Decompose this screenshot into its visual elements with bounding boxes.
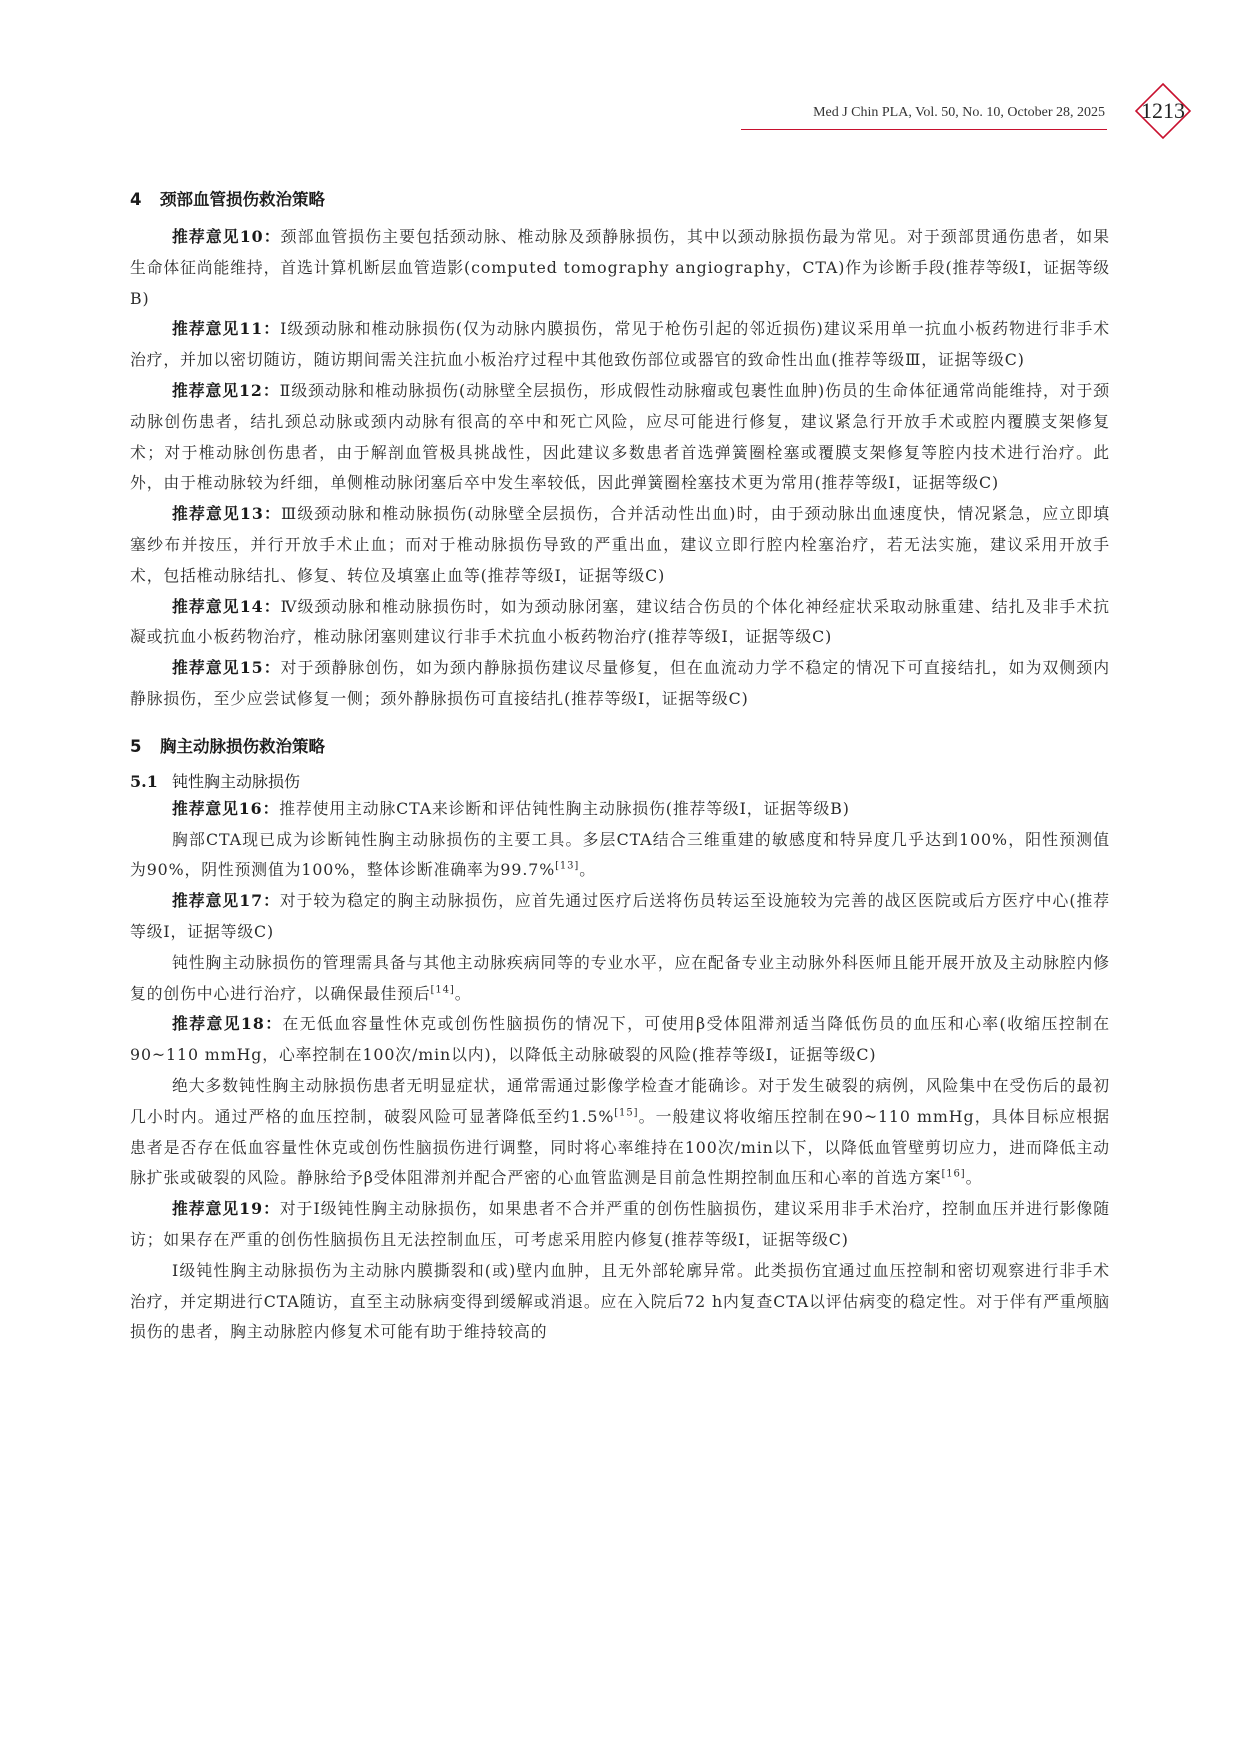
paragraph-text: Ⅲ级颈动脉和椎动脉损伤(动脉壁全层损伤，合并活动性出血)时，由于颈动脉出血速度快，情况紧急，应立即填塞纱布并按压，并行开放手术止血；而对于椎动脉损伤导致的严重出血，建议立即行腔内栓塞治疗，若无法实施，建议采用开放手术，包括椎动脉结扎、修复、转位及填塞止血等(推荐等级Ⅰ，证据等级C) <box>130 504 1110 585</box>
section-title: 颈部血管损伤救治策略 <box>160 190 325 209</box>
recommendation-label: 推荐意见10： <box>172 227 281 246</box>
paragraph-text: Ⅳ级颈动脉和椎动脉损伤时，如为颈动脉闭塞，建议结合伤员的个体化神经症状采取动脉重建、结扎及非手术抗凝或抗血小板药物治疗，椎动脉闭塞则建议行非手术抗血小板药物治疗(推荐等级Ⅰ，证据等级C) <box>130 596 1110 647</box>
recommendation-label: 推荐意见17： <box>172 891 280 911</box>
paragraph-text: 对于较为稳定的胸主动脉损伤，应首先通过医疗后送将伤员转运至设施较为完善的战区医院或后方医疗中心(推荐等级Ⅰ，证据等级C) <box>130 891 1110 941</box>
section-number: 4 <box>130 190 142 209</box>
paragraph-text: 对于颈静脉创伤，如为颈内静脉损伤建议尽量修复，但在血流动力学不稳定的情况下可直接结扎，如为双侧颈内静脉损伤，至少应尝试修复一侧；颈外静脉损伤可直接结扎(推荐等级Ⅰ，证据等级C) <box>130 658 1110 708</box>
paragraph-tail: 。 <box>965 1168 983 1188</box>
recommendation-label: 推荐意见15： <box>172 658 281 678</box>
recommendation-label: 推荐意见12： <box>172 380 280 400</box>
paragraph-text: Ⅰ级颈动脉和椎动脉损伤(仅为动脉内膜损伤，常见于枪伤引起的邻近损伤)建议采用单一抗血小板药物进行非手术治疗，并加以密切随访，随访期间需关注抗血小板治疗过程中其他致伤部位或器官的致命性出血(推荐等级Ⅲ，证据等级C) <box>130 319 1110 370</box>
paragraph-text: 胸部CTA现已成为诊断钝性胸主动脉损伤的主要工具。多层CTA结合三维重建的敏感度和特异度几乎达到100%，阳性预测值为90%，阴性预测值为100%，整体诊断准确率为99.7% <box>130 829 1110 880</box>
recommendation-label: 推荐意见13： <box>172 504 281 524</box>
paragraph <box>130 948 1110 1010</box>
paragraph <box>130 376 1110 499</box>
recommendation-label: 推荐意见11： <box>172 319 281 339</box>
section-number: 5 <box>130 736 142 756</box>
section-heading <box>130 733 1110 757</box>
recommendation-label: 推荐意见19： <box>172 1199 280 1219</box>
citation-ref: [15] <box>614 1107 639 1119</box>
citation-ref: [13] <box>555 861 580 873</box>
paragraph <box>130 314 1110 376</box>
paragraph-text: 对于Ⅰ级钝性胸主动脉损伤，如果患者不合并严重的创伤性脑损伤，建议采用非手术治疗，控制血压并进行影像随访；如果存在严重的创伤性脑损伤且无法控制血压，可考虑采用腔内修复(推荐等级Ⅰ，证据等级C) <box>130 1199 1110 1249</box>
paragraph <box>130 825 1110 887</box>
header-rule <box>741 129 1107 130</box>
paragraph <box>130 499 1110 591</box>
paragraph-text: Ⅰ级钝性胸主动脉损伤为主动脉内膜撕裂和(或)壁内血肿，且无外部轮廓异常。此类损伤宜通过血压控制和密切观察进行非手术治疗，并定期进行CTA随访，直至主动脉病变得到缓解或消退。应在入院后72 h内复查CTA以评估病变的稳定性。对于伴有严重颅脑损伤的患者，胸主动脉腔内修复术可能有助于维持较高的 <box>130 1260 1110 1342</box>
recommendation-label: 推荐意见18： <box>172 1014 283 1034</box>
paragraph <box>130 1009 1110 1071</box>
paragraph <box>130 1256 1110 1348</box>
subsection-heading <box>130 769 1110 792</box>
section-heading <box>130 186 1110 210</box>
paragraph-text: Ⅱ级颈动脉和椎动脉损伤(动脉壁全层损伤，形成假性动脉瘤或包裹性血肿)伤员的生命体征通常尚能维持，对于颈动脉创伤患者，结扎颈总动脉或颈内动脉有很高的卒中和死亡风险，应尽可能进行修复，建议紧急行开放手术或腔内覆膜支架修复术；对于椎动脉创伤患者，由于解剖血管极具挑战性，因此建议多数患者首选弹簧圈栓塞或覆膜支架修复等腔内技术进行治疗。此外，由于椎动脉较为纤细，单侧椎动脉闭塞后卒中发生率较低，因此弹簧圈栓塞技术更为常用(推荐等级Ⅰ，证据等级C) <box>130 380 1110 493</box>
article-body <box>130 186 1110 1348</box>
page-number: 1213 <box>1141 98 1185 123</box>
paragraph-text: 在无低血容量性休克或创伤性脑损伤的情况下，可使用β受体阻滞剂适当降低伤员的血压和心率(收缩压控制在90~110 mmHg，心率控制在100次/min以内)，以降低主动脉破裂的风险(推荐等级Ⅰ，证据等级C) <box>130 1014 1110 1065</box>
section-title: 胸主动脉损伤救治策略 <box>160 736 325 756</box>
paragraph <box>130 653 1110 715</box>
page-number-badge <box>1134 82 1192 140</box>
section-4-paragraphs <box>130 222 1110 715</box>
subsection-title: 钝性胸主动脉损伤 <box>172 771 301 791</box>
paragraph <box>130 592 1110 654</box>
subsection-number: 5.1 <box>130 771 158 791</box>
journal-citation: Med J Chin PLA, Vol. 50, No. 10, October 28, 2025 <box>813 105 1105 120</box>
paragraph-text: 颈部血管损伤主要包括颈动脉、椎动脉及颈静脉损伤，其中以颈动脉损伤最为常见。对于颈部贯通伤患者，如果生命体征尚能维持，首选计算机断层血管造影(computed tomography angiography，CTA)作为诊断手段(推荐等级Ⅰ，证据等级B) <box>130 227 1110 308</box>
paragraph-text: 钝性胸主动脉损伤的管理需具备与其他主动脉疾病同等的专业水平，应在配备专业主动脉外科医师且能开展开放及主动脉腔内修复的创伤中心进行治疗，以确保最佳预后 <box>130 952 1110 1003</box>
paragraph-tail: 。 <box>579 860 596 880</box>
paragraph-text: 绝大多数钝性胸主动脉损伤患者无明显症状，通常需通过影像学检查才能确诊。对于发生破裂的病例，风险集中在受伤后的最初几小时内。通过严格的血压控制，破裂风险可显著降低至约1.5% <box>130 1075 1110 1126</box>
paragraph-text: 推荐使用主动脉CTA来诊断和评估钝性胸主动脉损伤(推荐等级Ⅰ，证据等级B) <box>279 798 850 818</box>
recommendation-label: 推荐意见16： <box>172 798 280 818</box>
paragraph <box>130 886 1110 948</box>
paragraph <box>130 1194 1110 1256</box>
paragraph-tail: 。 <box>454 983 472 1003</box>
recommendation-label: 推荐意见14： <box>172 596 281 616</box>
paragraph-tail: 。一般建议将收缩压控制在90~110 mmHg，具体目标应根据患者是否存在低血容量性休克或创伤性脑损伤进行调整，同时将心率维持在100次/min以下，以降低血管壁剪切应力，进而降低主动脉扩张或破裂的风险。静脉给予β受体阻滞剂并配合严密的心血管监测是目前急性期控制血压和心率的首选方案 <box>130 1106 1110 1188</box>
paragraph <box>130 222 1110 314</box>
citation-ref: [16] <box>941 1169 966 1181</box>
paragraph <box>130 794 1110 825</box>
section-5-paragraphs <box>130 794 1110 1348</box>
paragraph <box>130 1071 1110 1194</box>
citation-ref: [14] <box>430 984 455 996</box>
